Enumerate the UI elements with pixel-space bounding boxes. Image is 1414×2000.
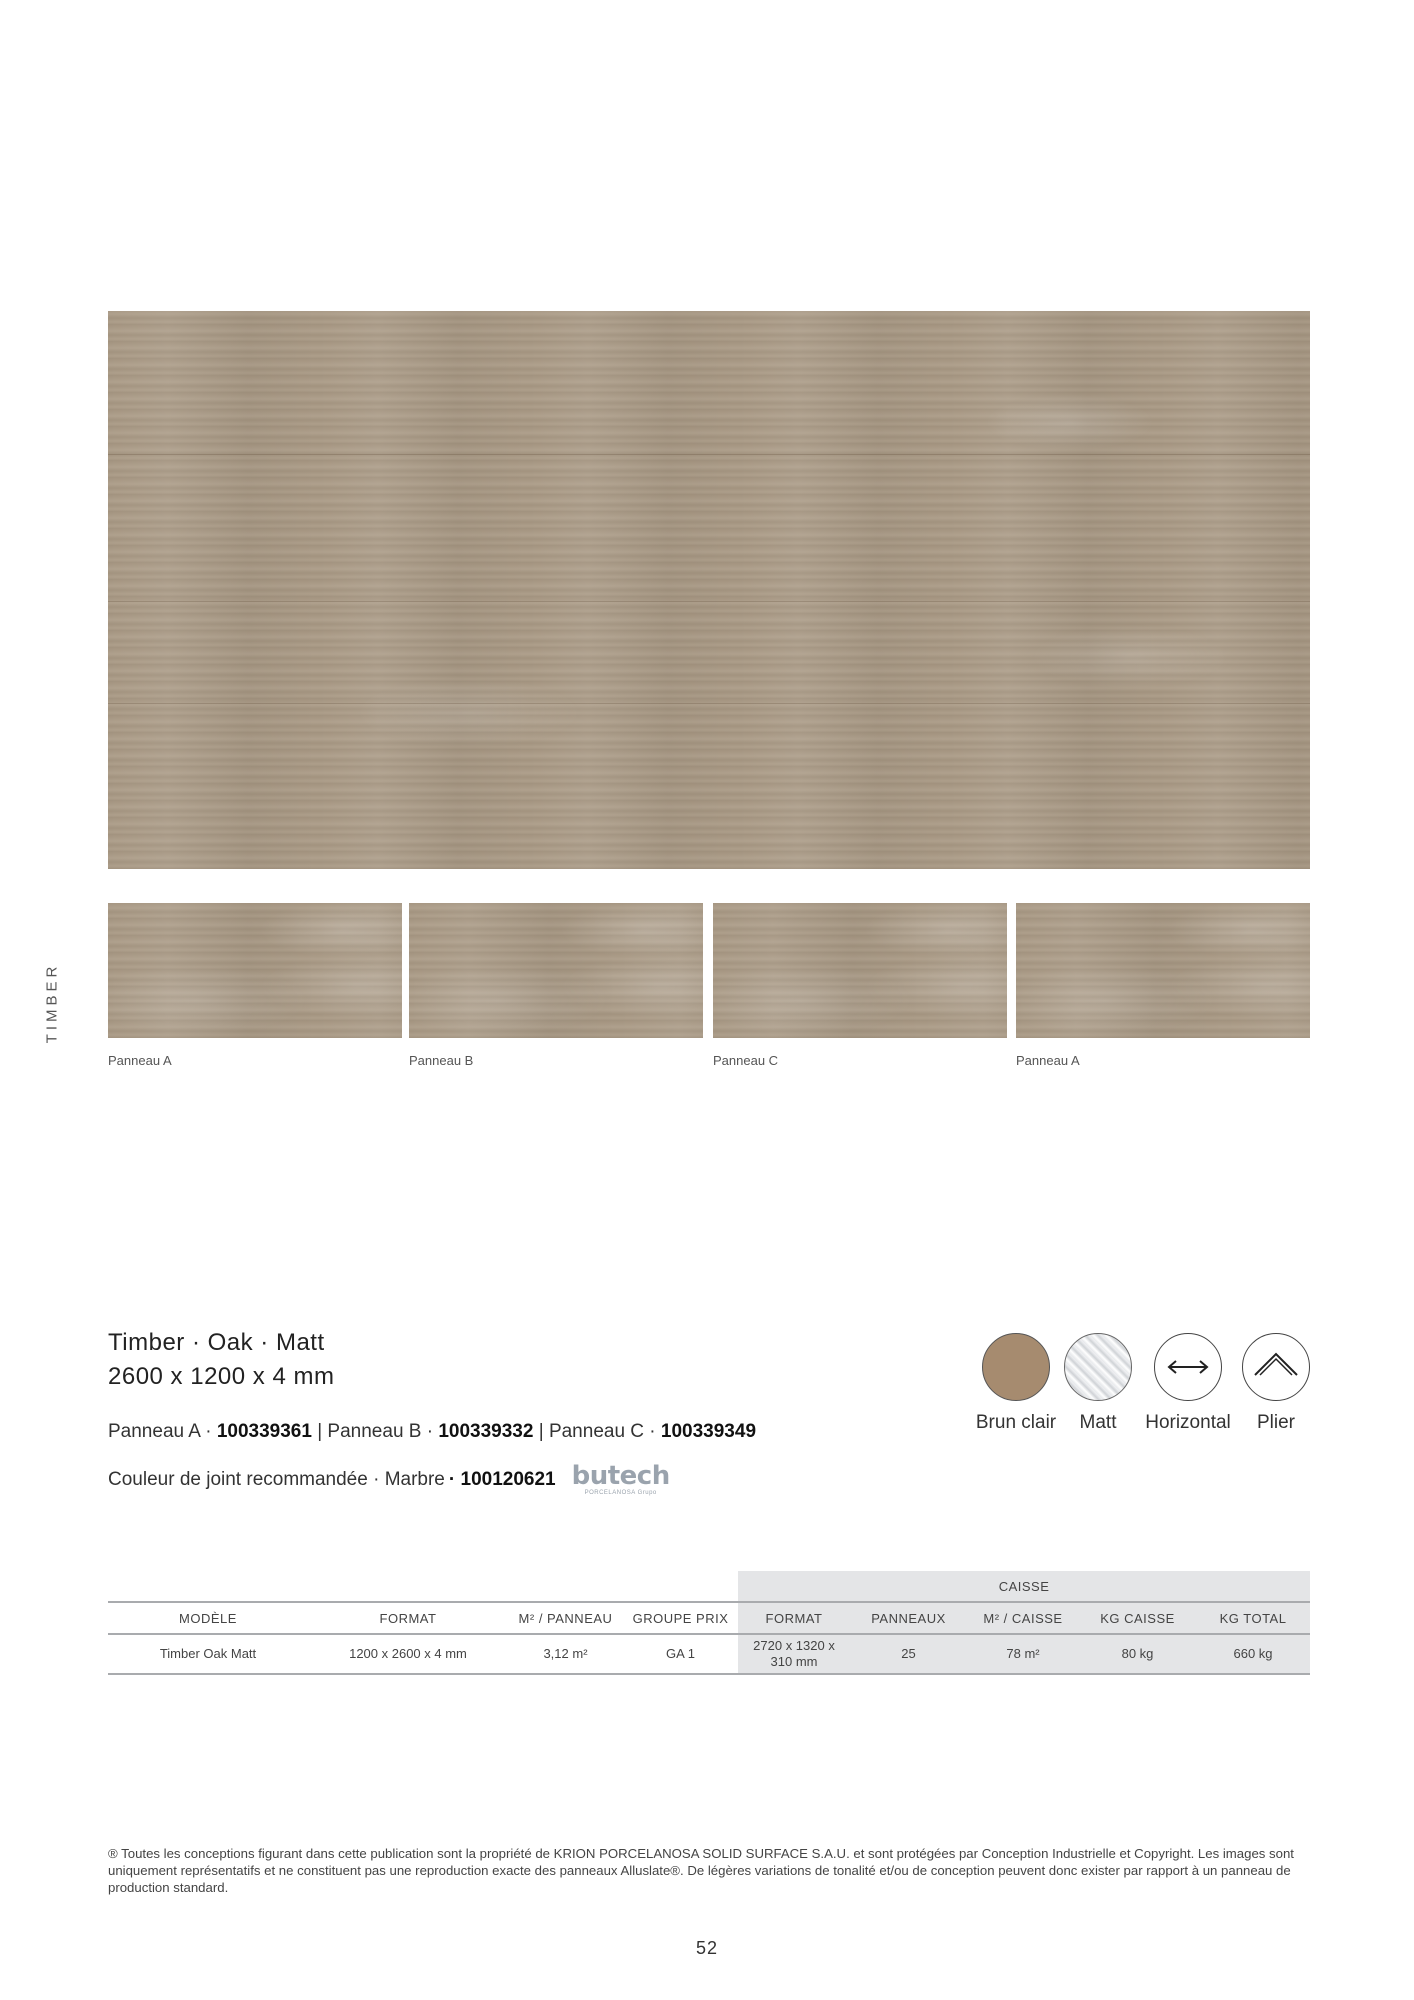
- thumbnail-caption: Panneau B: [409, 1053, 474, 1068]
- thumbnail-panel-c: [713, 903, 1007, 1068]
- panel-a-code: 100339361: [216, 1421, 312, 1442]
- panel-c-code: 100339349: [660, 1421, 757, 1442]
- matt-texture-icon: [1064, 1333, 1132, 1401]
- attribute-finish: [1050, 1333, 1146, 1433]
- column-header: KG TOTAL: [1196, 1602, 1310, 1634]
- attribute-label: Plier: [1256, 1412, 1295, 1433]
- column-header: FORMAT: [308, 1602, 508, 1634]
- joint-label: Couleur de joint recommandée · Marbre: [108, 1468, 445, 1490]
- table-cell: 660 kg: [1196, 1634, 1310, 1674]
- attribute-label: Brun clair: [975, 1412, 1057, 1433]
- hero-wood-panel-image: [108, 311, 1310, 869]
- table-header-row: [108, 1602, 1310, 1634]
- table-cell: [738, 1634, 850, 1674]
- table-cell: GA 1: [623, 1634, 738, 1674]
- thumbnail-caption: Panneau A: [1016, 1053, 1080, 1068]
- panel-b-label: | Panneau B ·: [311, 1421, 439, 1442]
- thumbnail-image: [1016, 903, 1310, 1038]
- column-header: FORMAT: [738, 1602, 850, 1634]
- table-row: [108, 1634, 1310, 1674]
- column-header: M² / CAISSE: [967, 1602, 1079, 1634]
- page-number: 52: [695, 1938, 719, 1958]
- fold-icon: [1242, 1333, 1310, 1401]
- footnote: ® Toutes les conceptions figurant dans cette publication sont la propriété de KRION PORCELANOSA SOLID SURFACE S.A.U. et sont protégées par Conception Industrielle et Copyright. Les images sont uniquement représentatifs et ne constituent pas une reproduction exacte des panneaux Alluslate®. De légères variations de tonalité et/ou de conception peuvent donc exister par rapport à un panneau de production standard.: [108, 1846, 1294, 1896]
- side-section-label: TIMBER: [43, 962, 61, 1044]
- panel-c-label: | Panneau C ·: [533, 1421, 661, 1442]
- column-header: MODÈLE: [108, 1602, 308, 1634]
- thumbnail-image: [713, 903, 1007, 1038]
- table-cell: 80 kg: [1079, 1634, 1196, 1674]
- table-cell: 3,12 m²: [508, 1634, 623, 1674]
- thumbnail-image: [108, 903, 402, 1038]
- attribute-fold: [1228, 1333, 1324, 1433]
- thumbnail-caption: Panneau A: [108, 1053, 172, 1068]
- joint-code: · 100120621: [448, 1468, 556, 1490]
- plank-seam: [108, 454, 1310, 455]
- column-header: PANNEAUX: [850, 1602, 967, 1634]
- product-table: [108, 1571, 1310, 1675]
- thumbnail-image: [409, 903, 703, 1038]
- attribute-icons: [975, 1333, 1315, 1473]
- table-group-header-row: [108, 1571, 1310, 1602]
- thumbnail-panel-a-2: [1016, 903, 1310, 1068]
- column-header: M² / PANNEAU: [508, 1602, 623, 1634]
- thumbnail-panel-b: [409, 903, 703, 1068]
- product-info: [108, 1329, 828, 1496]
- plank-seam: [108, 601, 1310, 602]
- color-swatch-icon: [982, 1333, 1050, 1401]
- table-cell: 78 m²: [967, 1634, 1079, 1674]
- table-cell-text: 2720 x 1320 x 310 mm: [753, 1638, 835, 1669]
- product-title: Timber · Oak · Matt: [108, 1329, 325, 1356]
- horizontal-arrow-icon: [1154, 1333, 1222, 1401]
- panel-thumbnails: [108, 903, 1310, 1073]
- attribute-orientation: [1140, 1333, 1236, 1433]
- butech-logo: [572, 1463, 670, 1496]
- table-cell: 25: [850, 1634, 967, 1674]
- attribute-label: Horizontal: [1145, 1412, 1231, 1433]
- product-dimensions: 2600 x 1200 x 4 mm: [108, 1363, 335, 1390]
- column-header: GROUPE PRIX: [623, 1602, 738, 1634]
- caisse-group-header: CAISSE: [738, 1571, 1310, 1602]
- thumbnail-panel-a: [108, 903, 402, 1068]
- attribute-label: Matt: [1079, 1412, 1117, 1433]
- column-header: KG CAISSE: [1079, 1602, 1196, 1634]
- joint-color-line: [108, 1463, 828, 1496]
- plank-seam: [108, 703, 1310, 704]
- logo-wordmark: butech: [571, 1461, 670, 1491]
- table-cell: 1200 x 2600 x 4 mm: [308, 1634, 508, 1674]
- panel-b-code: 100339332: [438, 1421, 534, 1442]
- thumbnail-caption: Panneau C: [713, 1053, 779, 1068]
- table-cell: Timber Oak Matt: [108, 1634, 308, 1674]
- panel-a-label: Panneau A ·: [108, 1421, 217, 1442]
- panel-codes: [108, 1421, 828, 1443]
- logo-subtitle: PORCELANOSA Grupo: [584, 1490, 657, 1496]
